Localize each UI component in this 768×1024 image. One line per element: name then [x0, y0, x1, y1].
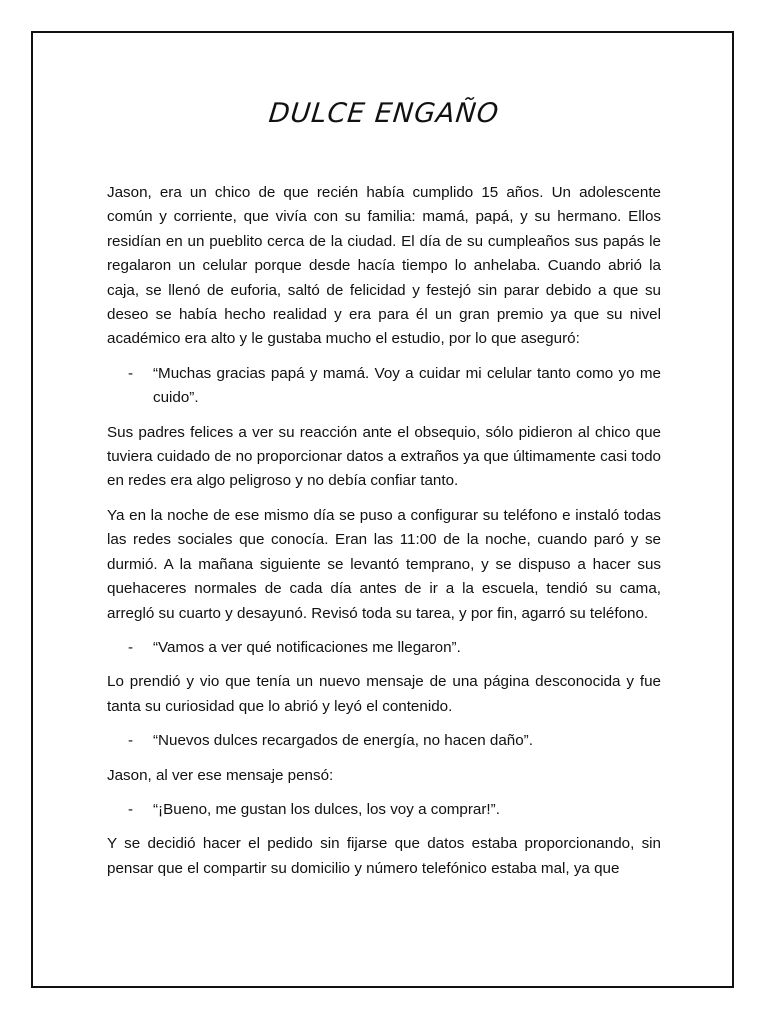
quote-text: “¡Bueno, me gustan los dulces, los voy a comprar!”. — [153, 800, 500, 818]
bullet-dash: - — [128, 732, 134, 750]
bullet-dash: - — [128, 800, 134, 818]
bullet-dash: - — [128, 364, 134, 382]
quote-1 — [107, 362, 661, 411]
document-title: DULCE ENGAÑO — [267, 98, 501, 129]
quote-text: “Muchas gracias papá y mamá. Voy a cuidar mi celular tanto como yo me cuido”. — [153, 364, 661, 407]
paragraph-6: Y se decidió hacer el pedido sin fijarse que datos estaba proporcionando, sin pensar que el compartir su domicilio y número telefónico estaba mal, ya que — [107, 835, 661, 877]
quote-text: “Vamos a ver qué notificaciones me llegaron”. — [153, 638, 461, 656]
quote-2 — [107, 636, 661, 660]
paragraph-4: Lo prendió y vio que tenía un nuevo mensaje de una página desconocida y fue tanta su curiosidad que lo abrió y leyó el contenido. — [107, 673, 661, 715]
quote-3 — [107, 729, 661, 753]
paragraph-2: Sus padres felices a ver su reacción ante el obsequio, sólo pidieron al chico que tuviera cuidado de no proporcionar datos a extraños ya que últimamente casi todo en redes era algo peligroso y no debía confiar tanto. — [107, 423, 661, 490]
document-body — [107, 181, 661, 881]
paragraph-1: Jason, era un chico de que recién había cumplido 15 años. Un adolescente común y corriente, que vivía con su familia: mamá, papá, y su hermano. Ellos residían en un pueblito cerca de la ciudad. El día de su cumpleaños sus papás le regalaron un celular porque desde hacía tiempo lo anhelaba. Cuando abrió la caja, se llenó de euforia, saltó de felicidad y festejó sin parar debido a que su deseo se había hecho realidad y era para él un gran premio ya que su nivel académico era alto y le gustaba mucho el estudio, por lo que aseguró: — [107, 184, 661, 348]
paragraph-3: Ya en la noche de ese mismo día se puso a configurar su teléfono e instaló todas las redes sociales que conocía. Eran las 11:00 de la noche, cuando paró y se durmió. A la mañana siguiente se levantó temprano, y se dispuso a hacer sus quehaceres normales de cada día antes de ir a la escuela, tendió su cama, arregló su cuarto y desayunó. Revisó toda su tarea, y por fin, agarró su teléfono. — [107, 506, 661, 622]
bullet-dash: - — [128, 638, 134, 656]
quote-4 — [107, 798, 661, 822]
quote-text: “Nuevos dulces recargados de energía, no hacen daño”. — [153, 732, 533, 750]
paragraph-5: Jason, al ver ese mensaje pensó: — [107, 766, 334, 784]
